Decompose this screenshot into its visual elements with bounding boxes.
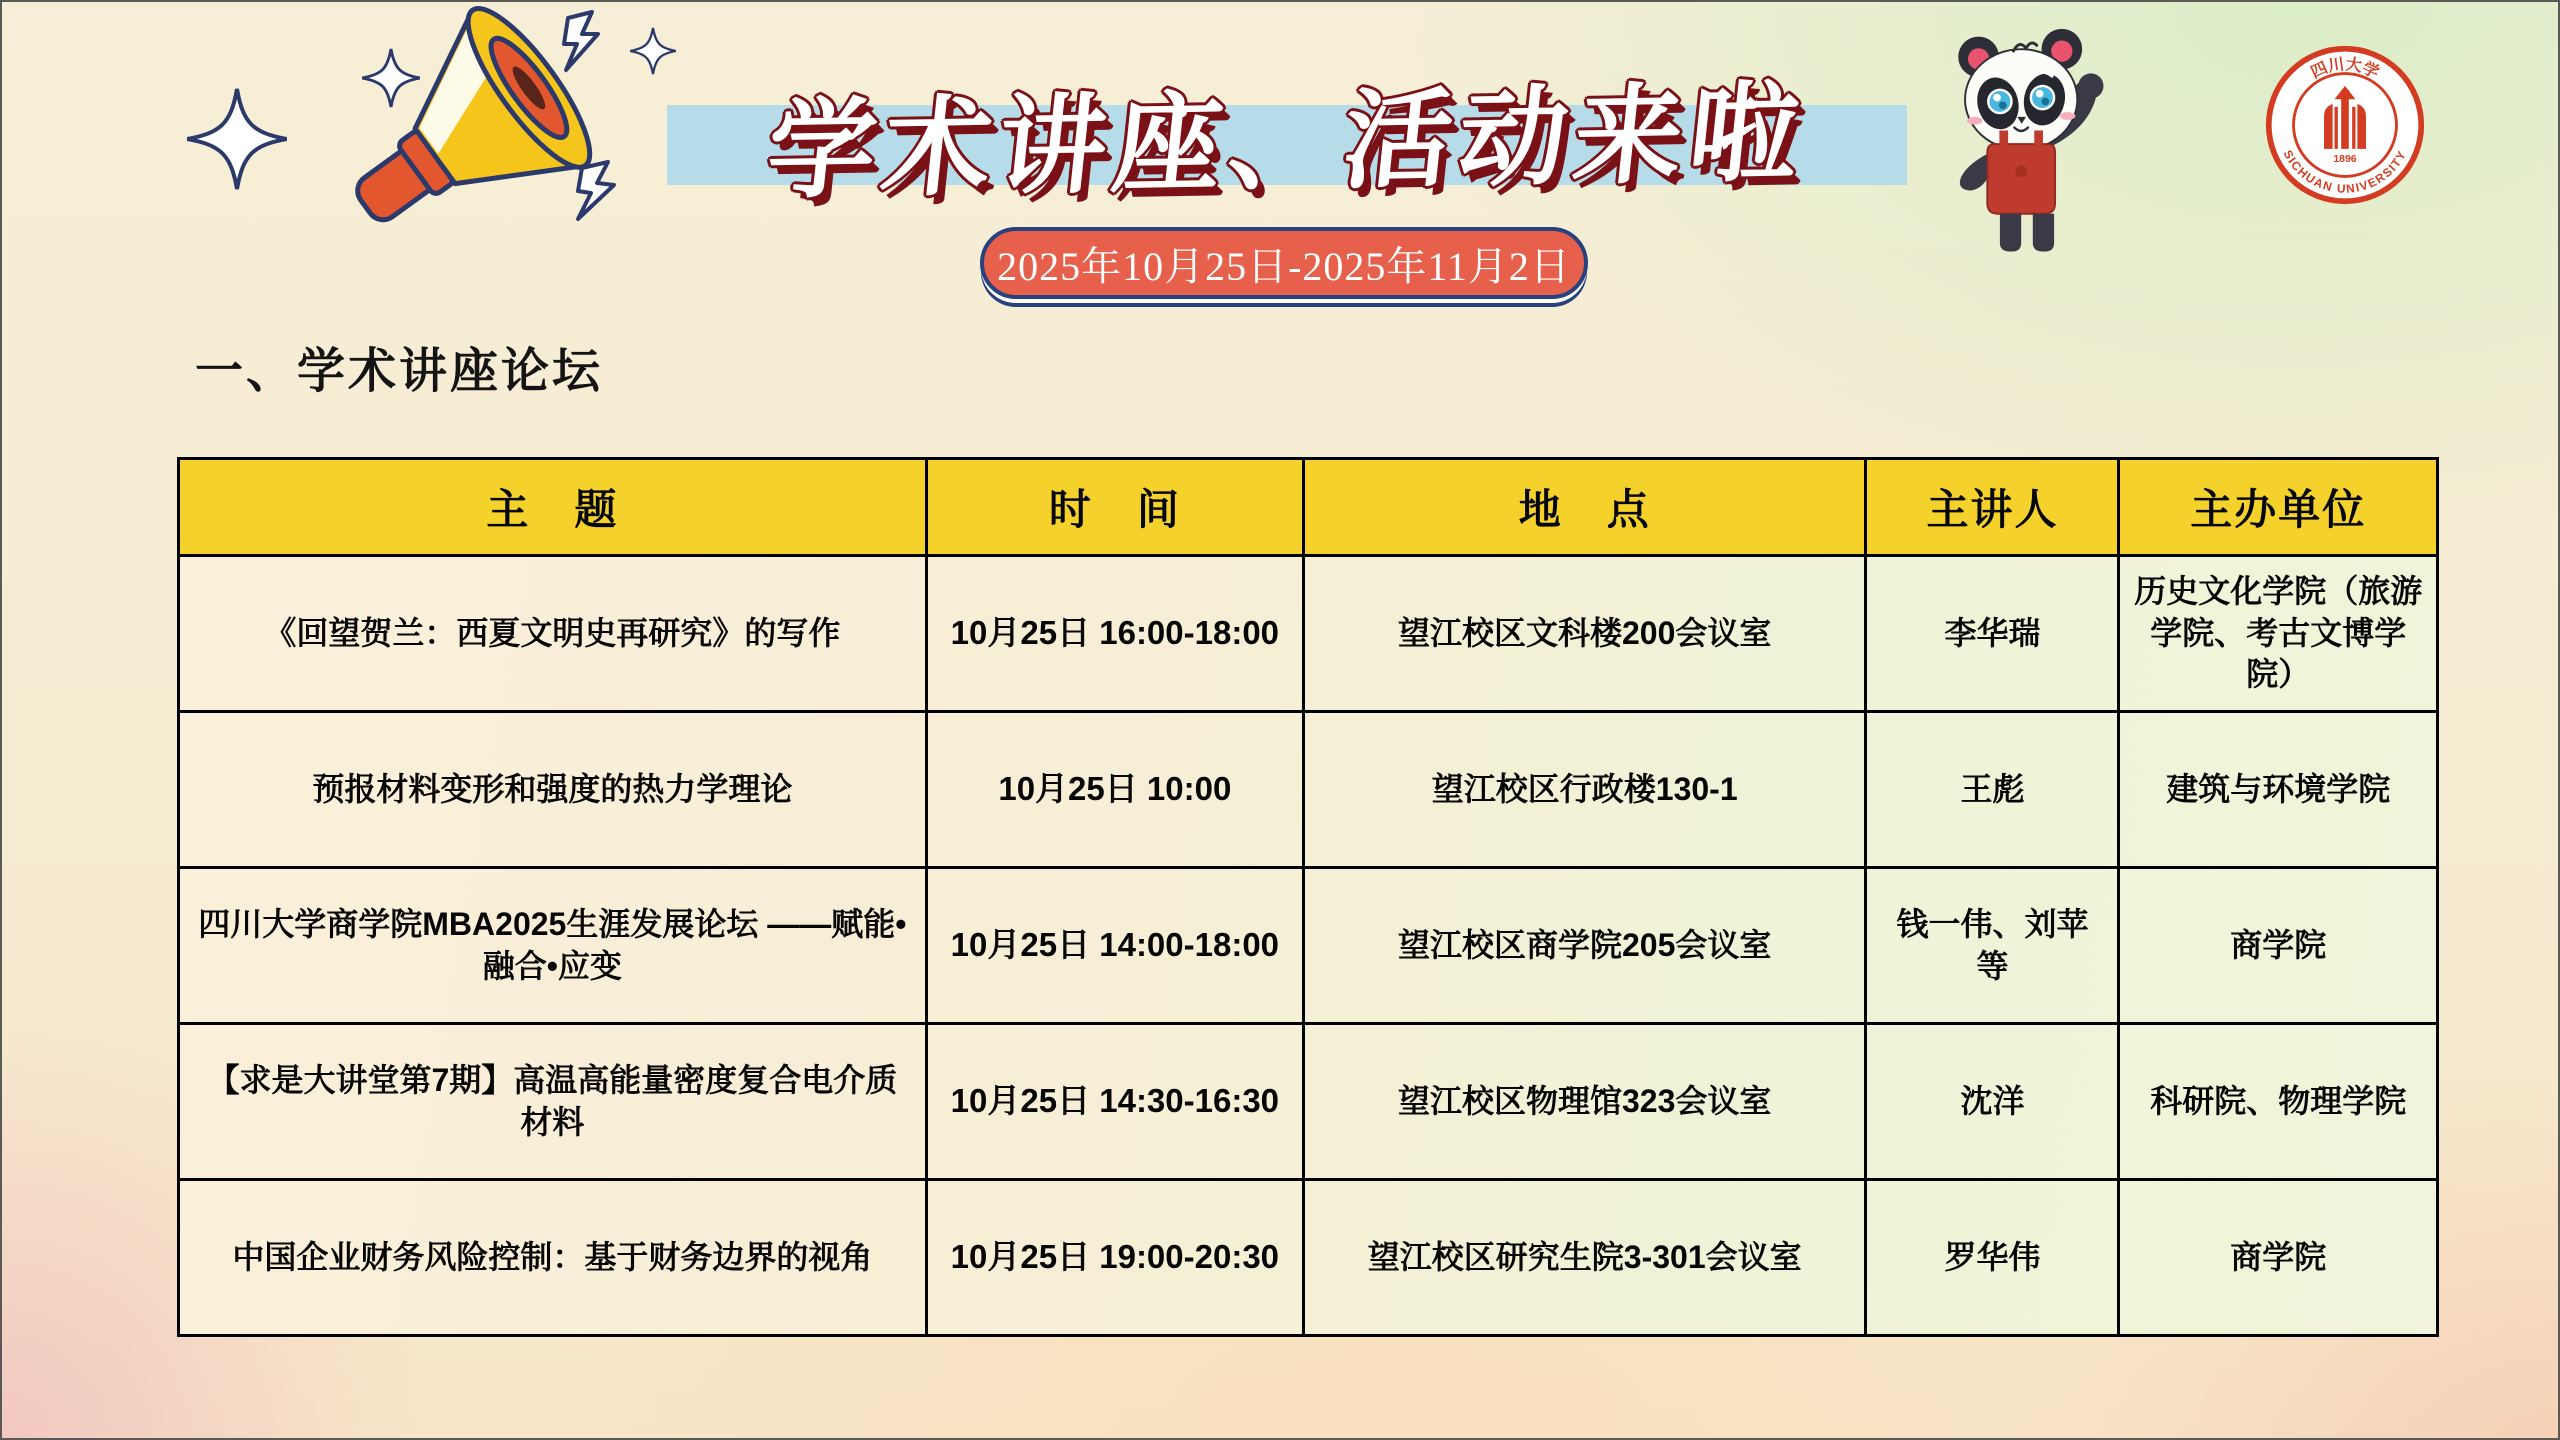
table-header-row (179, 459, 2438, 556)
lightning-icon (578, 162, 614, 219)
cell-location: 望江校区行政楼130-1 (1303, 712, 1865, 868)
cell-time: 10月25日 14:30-16:30 (926, 1024, 1303, 1180)
column-header-topic: 主 题 (179, 459, 927, 556)
section-heading: 一、学术讲座论坛 (195, 345, 604, 398)
sichuan-university-seal (2264, 44, 2426, 206)
cell-topic: 《回望贺兰：西夏文明史再研究》的写作 (179, 556, 927, 712)
column-header-speaker: 主讲人 (1866, 459, 2119, 556)
page-title: 学术讲座、活动来啦 (761, 71, 1812, 211)
cell-topic: 中国企业财务风险控制：基于财务边界的视角 (179, 1180, 927, 1336)
cell-time: 10月25日 16:00-18:00 (926, 556, 1303, 712)
logo-chinese-text: 四川大学 (2308, 55, 2382, 83)
cell-location: 望江校区物理馆323会议室 (1303, 1024, 1865, 1180)
lightning-icon (564, 12, 598, 70)
cell-time: 10月25日 19:00-20:30 (926, 1180, 1303, 1336)
cell-location: 望江校区商学院205会议室 (1303, 868, 1865, 1024)
column-header-organizer: 主办单位 (2119, 459, 2438, 556)
table-row (179, 1024, 2438, 1180)
cell-location: 望江校区文科楼200会议室 (1303, 556, 1865, 712)
cell-topic: 【求是大讲堂第7期】高温高能量密度复合电介质材料 (179, 1024, 927, 1180)
cell-topic: 预报材料变形和强度的热力学理论 (179, 712, 927, 868)
lectures-table (177, 457, 2439, 1337)
panda-mascot (1937, 24, 2117, 266)
logo-english-text: SICHUAN UNIVERSITY (2280, 147, 2410, 196)
megaphone-icon (332, 2, 642, 242)
cell-organizer: 商学院 (2119, 1180, 2438, 1336)
cell-speaker: 沈洋 (1866, 1024, 2119, 1180)
cell-speaker: 李华瑞 (1866, 556, 2119, 712)
sparkle-icon (187, 84, 287, 194)
date-range-text: 2025年10月25日-2025年11月2日 (997, 243, 1571, 289)
logo-year: 1896 (2333, 154, 2357, 166)
cell-topic: 四川大学商学院MBA2025生涯发展论坛 ——赋能•融合•应变 (179, 868, 927, 1024)
cell-organizer: 商学院 (2119, 868, 2438, 1024)
table-row (179, 1180, 2438, 1336)
table-row (179, 868, 2438, 1024)
cell-speaker: 罗华伟 (1866, 1180, 2119, 1336)
cell-time: 10月25日 14:00-18:00 (926, 868, 1303, 1024)
table-row (179, 712, 2438, 868)
column-header-time: 时 间 (926, 459, 1303, 556)
cell-speaker: 王彪 (1866, 712, 2119, 868)
cell-speaker: 钱一伟、刘苹等 (1866, 868, 2119, 1024)
cell-organizer: 建筑与环境学院 (2119, 712, 2438, 868)
cell-location: 望江校区研究生院3-301会议室 (1303, 1180, 1865, 1336)
column-header-location: 地 点 (1303, 459, 1865, 556)
date-range-badge (980, 227, 1588, 299)
table-row (179, 556, 2438, 712)
cell-time: 10月25日 10:00 (926, 712, 1303, 868)
cell-organizer: 科研院、物理学院 (2119, 1024, 2438, 1180)
cell-organizer: 历史文化学院（旅游学院、考古文博学院） (2119, 556, 2438, 712)
